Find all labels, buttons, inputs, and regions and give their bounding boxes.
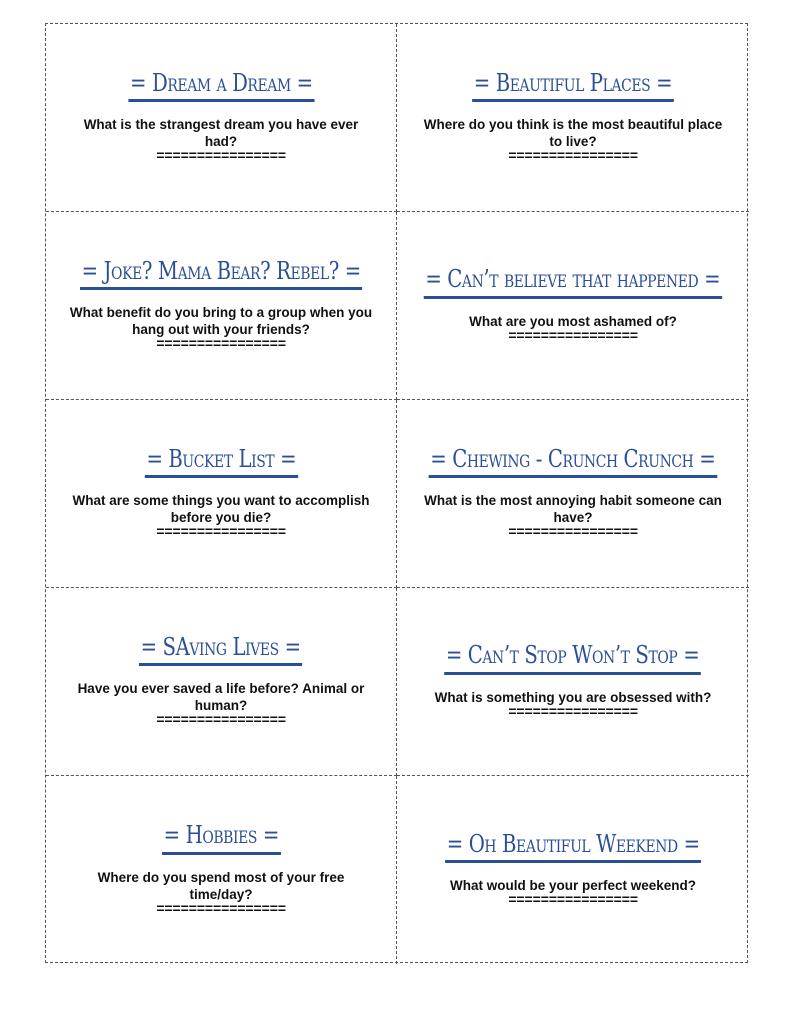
card-divider: ================ <box>156 149 286 166</box>
card-question: Have you ever saved a life before? Animal or human? <box>77 681 365 714</box>
card-divider: ================ <box>508 525 638 542</box>
card-title: = Joke? Mama Bear? Rebel? = <box>80 258 362 290</box>
card-beautiful-places <box>397 24 749 212</box>
card-title: = SAving Lives = <box>139 634 302 666</box>
card-divider: ================ <box>156 713 286 730</box>
card-divider: ================ <box>156 337 286 354</box>
card-title: = Can’t believe that happened = <box>424 266 722 298</box>
card-title: = Hobbies = <box>162 822 281 854</box>
card-title: = Can’t Stop Won’t Stop = <box>445 642 702 674</box>
card-title: = Oh Beautiful Weekend = <box>445 831 701 863</box>
card-sheet <box>45 23 748 963</box>
card-question: What is the strangest dream you have ever had? <box>83 117 359 150</box>
card-divider: ================ <box>156 525 286 542</box>
card-divider: ================ <box>508 149 638 166</box>
card-joke-mama-bear-rebel <box>46 212 397 400</box>
card-question: What are you most ashamed of? <box>469 313 677 329</box>
card-cant-stop-wont-stop <box>397 588 749 776</box>
card-question: Where do you spend most of your free time/day? <box>97 869 345 902</box>
card-question: What is something you are obsessed with? <box>434 689 712 705</box>
card-dream-a-dream <box>46 24 397 212</box>
card-question: Where do you think is the most beautiful place to live? <box>423 117 723 150</box>
card-title: = Beautiful Places = <box>472 70 674 102</box>
card-cant-believe-that-happened <box>397 212 749 400</box>
card-oh-beautiful-weekend <box>397 776 749 964</box>
card-divider: ================ <box>156 901 286 918</box>
card-question: What is the most annoying habit someone can have? <box>424 493 722 526</box>
card-divider: ================ <box>508 328 638 345</box>
card-divider: ================ <box>508 893 638 910</box>
card-title: = Bucket List = <box>144 446 297 478</box>
card-question: What benefit do you bring to a group when you hang out with your friends? <box>69 305 373 338</box>
card-saving-lives <box>46 588 397 776</box>
card-divider: ================ <box>508 704 638 721</box>
card-chewing-crunch-crunch <box>397 400 749 588</box>
card-hobbies <box>46 776 397 964</box>
card-title: = Dream a Dream = <box>128 70 314 102</box>
card-question: What would be your perfect weekend? <box>449 878 697 894</box>
card-title: = Chewing - Crunch Crunch = <box>429 446 717 478</box>
card-bucket-list <box>46 400 397 588</box>
card-question: What are some things you want to accomplish before you die? <box>72 493 370 526</box>
